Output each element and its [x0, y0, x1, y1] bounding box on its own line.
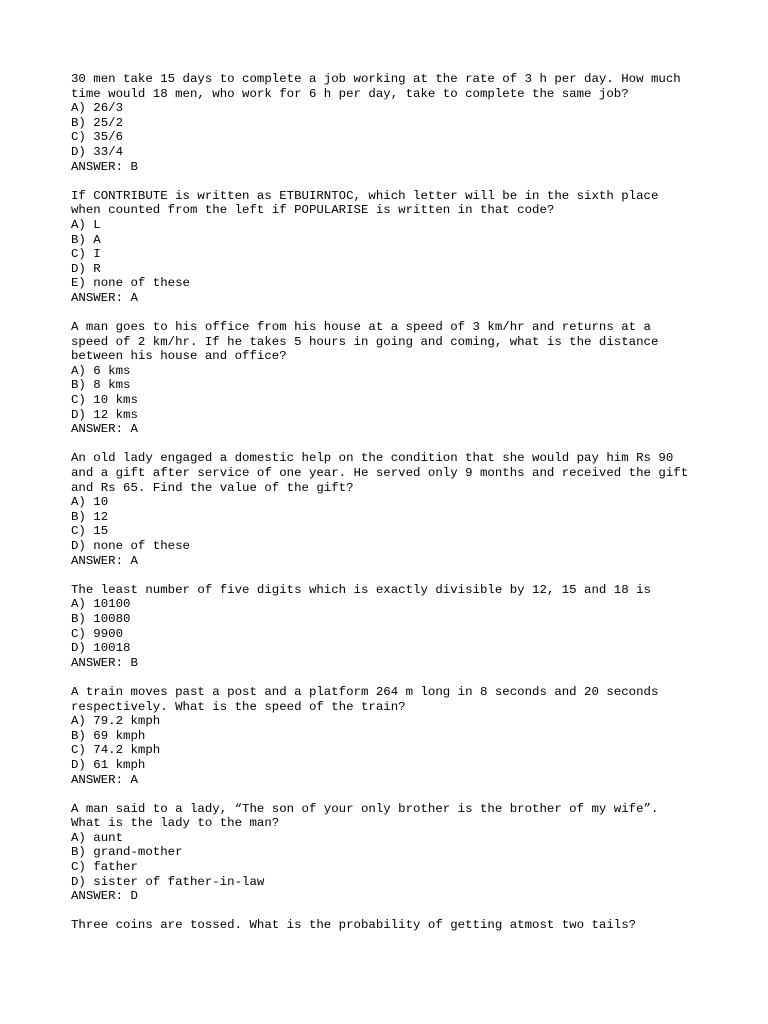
- option-c: C) I: [71, 247, 101, 262]
- question-4: [71, 451, 751, 568]
- answer-line: ANSWER: B: [71, 159, 138, 174]
- option-b: B) 8 kms: [71, 378, 131, 393]
- option-a: A) L: [71, 217, 101, 232]
- option-b: B) 25/2: [71, 115, 124, 130]
- question-text-line: and a gift after service of one year. He served only 9 months and received the gift: [71, 466, 689, 481]
- question-text-line: speed of 2 km/hr. If he takes 5 hours in going and coming, what is the distance: [71, 334, 659, 349]
- option-d: D) sister of father-in-law: [71, 874, 265, 889]
- option-b: B) 10080: [71, 611, 131, 626]
- option-d: D) 33/4: [71, 144, 124, 159]
- answer-line: ANSWER: A: [71, 553, 138, 568]
- question-1: [71, 72, 751, 174]
- option-a: A) 6 kms: [71, 363, 131, 378]
- question-text-line: Three coins are tossed. What is the probability of getting atmost two tails?: [71, 918, 637, 933]
- question-text-line: What is the lady to the man?: [71, 816, 280, 831]
- question-text-line: If CONTRIBUTE is written as ETBUIRNTOC, which letter will be in the sixth place: [71, 188, 659, 203]
- option-c: C) 9900: [71, 626, 124, 641]
- option-b: B) 12: [71, 509, 109, 524]
- option-d: D) 10018: [71, 641, 131, 656]
- question-text-line: time would 18 men, who work for 6 h per day, take to complete the same job?: [71, 86, 629, 101]
- option-a: A) 26/3: [71, 101, 124, 116]
- option-b: B) 69 kmph: [71, 728, 146, 743]
- document-body: [71, 72, 751, 948]
- option-c: C) 74.2 kmph: [71, 743, 161, 758]
- question-8: [71, 918, 751, 933]
- answer-line: ANSWER: A: [71, 290, 138, 305]
- question-6: [71, 685, 751, 787]
- answer-line: ANSWER: A: [71, 772, 138, 787]
- question-3: [71, 320, 751, 437]
- option-c: C) 15: [71, 524, 109, 539]
- option-b: B) A: [71, 232, 101, 247]
- option-d: D) 12 kms: [71, 407, 138, 422]
- option-c: C) 35/6: [71, 130, 124, 145]
- option-b: B) grand-mother: [71, 845, 183, 860]
- answer-line: ANSWER: D: [71, 889, 138, 904]
- option-d: D) 61 kmph: [71, 757, 146, 772]
- question-text-line: The least number of five digits which is exactly divisible by 12, 15 and 18 is: [71, 582, 651, 597]
- answer-line: ANSWER: A: [71, 422, 138, 437]
- question-text-line: when counted from the left if POPULARISE is written in that code?: [71, 203, 555, 218]
- option-a: A) 10100: [71, 597, 131, 612]
- option-d: D) R: [71, 261, 101, 276]
- option-a: A) aunt: [71, 830, 124, 845]
- option-a: A) 79.2 kmph: [71, 714, 161, 729]
- question-text-line: between his house and office?: [71, 349, 287, 364]
- answer-line: ANSWER: B: [71, 655, 138, 670]
- option-d: D) none of these: [71, 539, 190, 553]
- option-c: C) 10 kms: [71, 393, 138, 408]
- question-text-line: A man goes to his office from his house at a speed of 3 km/hr and returns at a: [71, 320, 651, 335]
- question-5: [71, 583, 751, 671]
- option-a: A) 10: [71, 495, 109, 510]
- question-text-line: respectively. What is the speed of the train?: [71, 699, 406, 714]
- question-text-line: A train moves past a post and a platform 264 m long in 8 seconds and 20 seconds: [71, 684, 659, 699]
- question-7: [71, 802, 751, 904]
- question-2: [71, 189, 751, 306]
- option-c: C) father: [71, 860, 138, 875]
- question-text-line: An old lady engaged a domestic help on the condition that she would pay him Rs 90: [71, 451, 674, 466]
- question-text-line: A man said to a lady, “The son of your only brother is the brother of my wife”.: [71, 801, 659, 816]
- option-e: E) none of these: [71, 276, 190, 291]
- question-text-line: and Rs 65. Find the value of the gift?: [71, 480, 354, 495]
- question-text-line: 30 men take 15 days to complete a job working at the rate of 3 h per day. How much: [71, 72, 681, 86]
